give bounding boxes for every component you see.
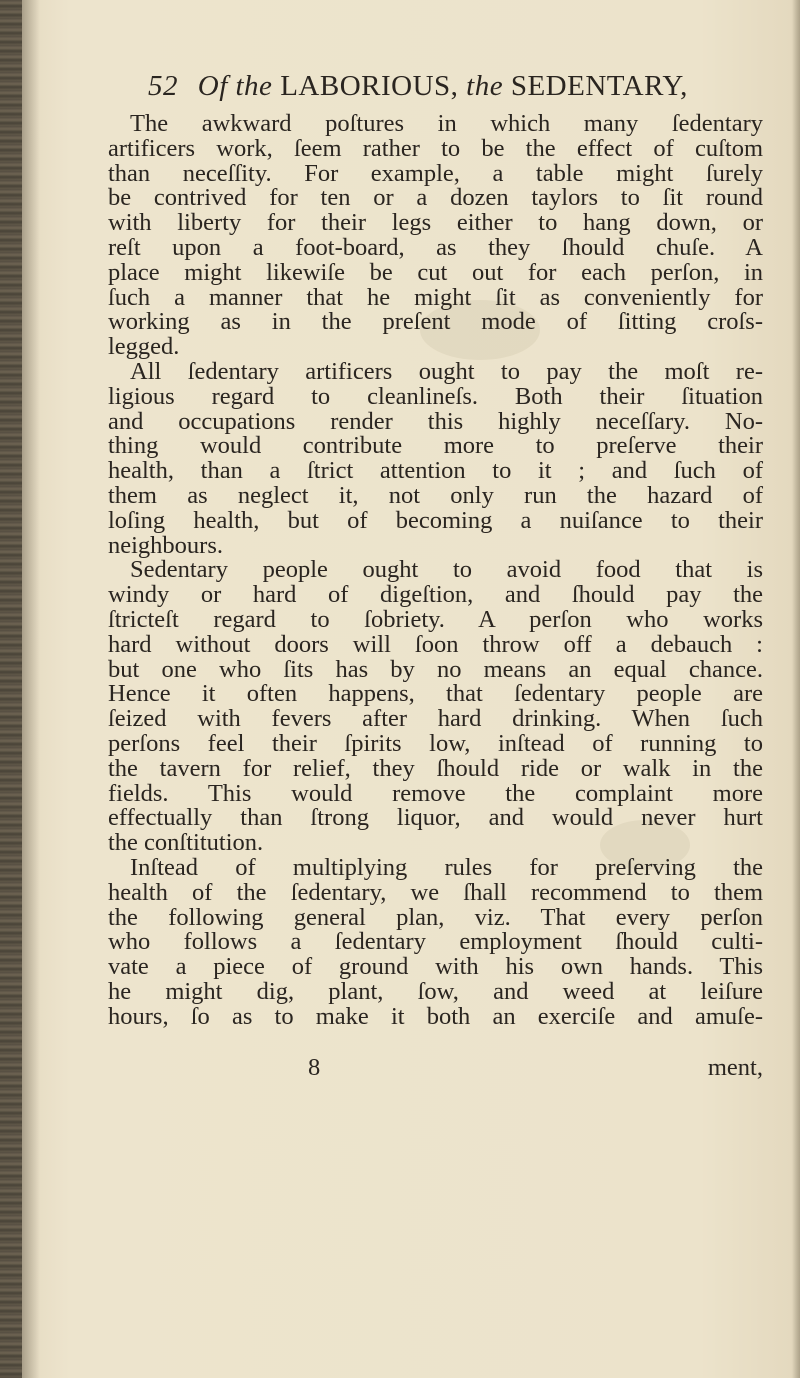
text-line: effectually than ſtrong liquor, and would never hurt [108, 804, 763, 832]
header-title-sedentary: SEDENTARY, [510, 70, 688, 102]
text-line: ſeized with fevers after hard drinking. When ſuch [108, 705, 763, 733]
text-line: be contrived for ten or a dozen taylors to ſit round [108, 184, 763, 212]
text-line: health, than a ſtrict attention to it ; and ſuch of [108, 457, 763, 485]
text-line: he might dig, plant, ſow, and weed at leiſure [108, 977, 763, 1005]
text-line: perſons feel their ſpirits low, inſtead of running to [108, 729, 763, 757]
text-line: place might likewiſe be cut out for each perſon, in [108, 258, 763, 286]
text-line: and occupations render this highly neceſſary. No- [108, 407, 763, 435]
text-line: windy or hard of digeſtion, and ſhould pay the [108, 581, 763, 609]
text-line: working as in the preſent mode of ſitting croſs- [108, 308, 763, 336]
header-title-the: the [466, 70, 504, 102]
running-header [148, 70, 728, 103]
text-line: Inſtead of multiplying rules for preſerving the [130, 853, 763, 881]
text-line: The awkward poſtures in which many ſedentary [130, 110, 763, 137]
text-line: neighbours. [108, 531, 223, 559]
text-line: hours, ſo as to make it both an exerciſe and amuſe- [108, 1002, 763, 1030]
text-line: legged. [108, 333, 180, 361]
text-line: ſuch a manner that he might ſit as conveniently for [108, 283, 763, 311]
page-footer [108, 1054, 763, 1080]
text-line: loſing health, but of becoming a nuiſance to their [108, 506, 763, 534]
text-line: Hence it often happens, that ſedentary people are [108, 680, 763, 708]
text-line: thing would contribute more to preſerve their [108, 432, 763, 460]
text-line: ligious regard to cleanlineſs. Both their ſituation [108, 382, 763, 410]
header-title-laborious: LABORIOUS, [280, 70, 459, 102]
text-line: the following general plan, viz. That every perſon [108, 903, 763, 931]
page-number: 52 [148, 70, 178, 102]
text-line: artificers work, ſeem rather to be the effect of cuſtom [108, 134, 763, 162]
text-line: All ſedentary artificers ought to pay the moſt re- [130, 357, 763, 385]
gutter-shadow [22, 0, 40, 1378]
text-line: who follows a ſedentary employment ſhould culti- [108, 928, 763, 956]
body-text [108, 112, 763, 1029]
text-line: ſtricteſt regard to ſobriety. A perſon who works [108, 605, 763, 633]
text-line: reſt upon a foot-board, as they ſhould chuſe. A [108, 233, 763, 261]
text-line: fields. This would remove the complaint more [108, 779, 763, 807]
text-line: than neceſſity. For example, a table might ſurely [108, 159, 763, 187]
text-line: hard without doors will ſoon throw off a debauch : [108, 630, 763, 658]
text-line: with liberty for their legs either to hang down, or [108, 209, 763, 237]
binding-edge [0, 0, 22, 1378]
text-line: vate a piece of ground with his own hands. This [108, 953, 763, 981]
text-line: Sedentary people ought to avoid food that is [130, 556, 763, 584]
text-line: the tavern for relief, they ſhould ride or walk in the [108, 754, 763, 782]
text-line: the conſtitution. [108, 829, 264, 857]
page-edge [792, 0, 800, 1378]
header-title-of-the: Of the [197, 70, 273, 102]
text-line: health of the ſedentary, we ſhall recommend to them [108, 878, 763, 906]
signature-mark: 8 [308, 1054, 321, 1081]
catchword: ment, [707, 1054, 763, 1081]
text-line: but one who ſits has by no means an equal chance. [108, 655, 763, 683]
text-line: them as neglect it, not only run the hazard of [108, 481, 763, 509]
